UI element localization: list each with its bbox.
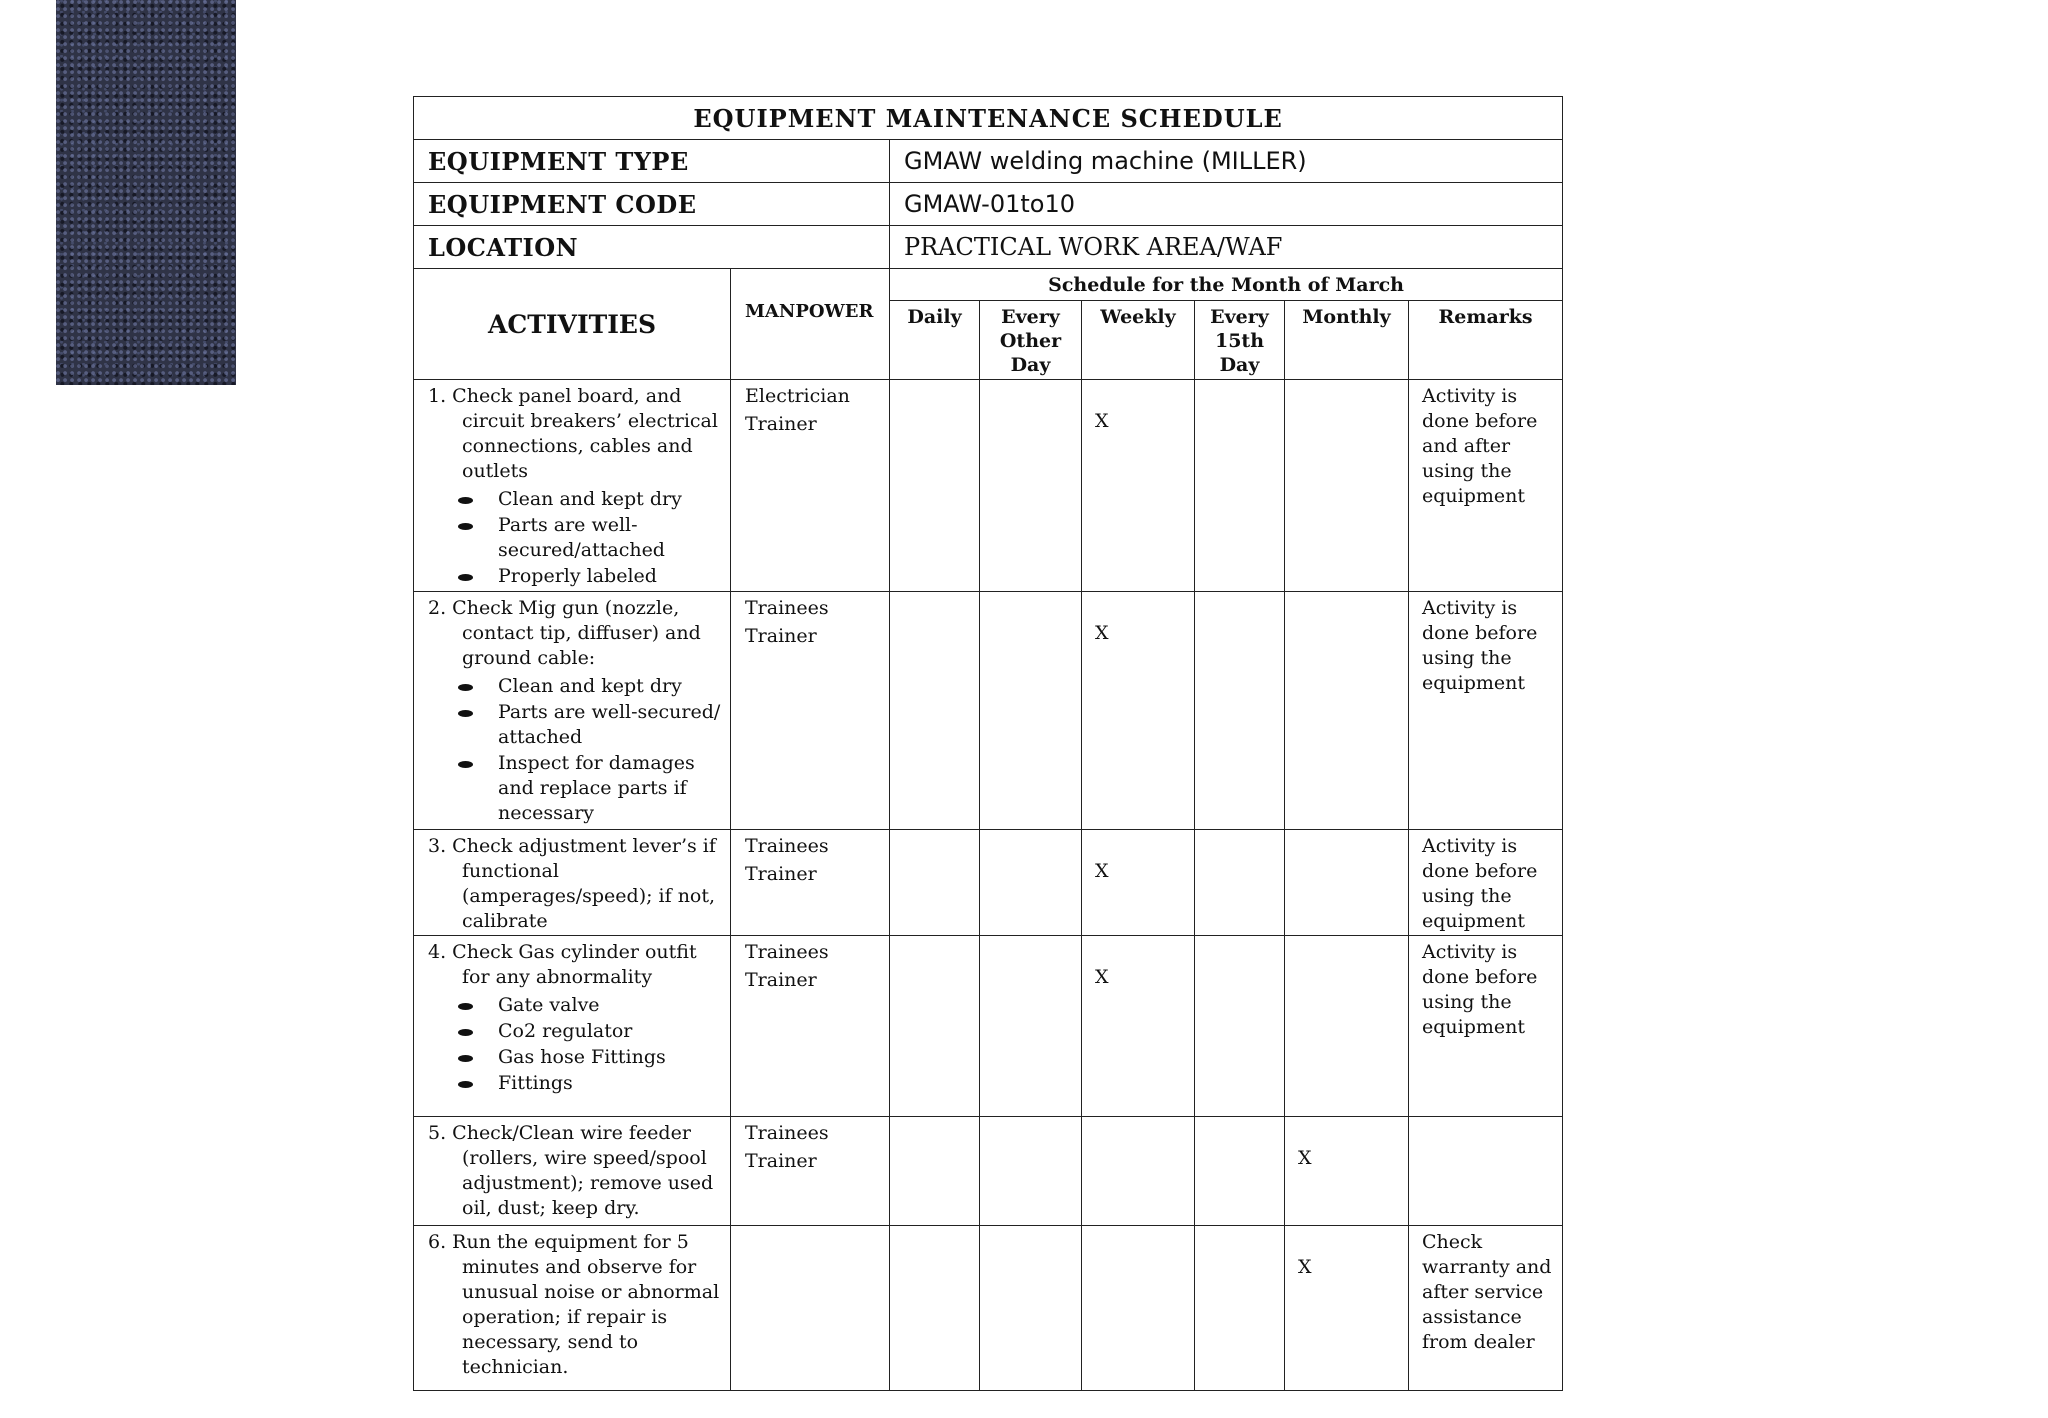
frequency-cell	[980, 1226, 1082, 1391]
remarks-cell: Activity is done before using the equipment	[1409, 830, 1563, 936]
frequency-cell	[1195, 1117, 1285, 1226]
equipment-type-label: EQUIPMENT TYPE	[414, 140, 890, 183]
bullet-text: Parts are well-secured/attached	[498, 514, 665, 561]
bullet-text: Clean and kept dry	[498, 675, 682, 697]
frequency-cell	[980, 380, 1082, 592]
schedule-mark: X	[1298, 1256, 1312, 1278]
activity-cell	[414, 936, 731, 1117]
frequency-cell	[1082, 1117, 1195, 1226]
list-item	[428, 564, 722, 589]
frequency-cell	[980, 830, 1082, 936]
manpower-header: MANPOWER	[731, 269, 890, 380]
activity-text: 6. Run the equipment for 5 minutes and observe for unusual noise or abnormal operation; if repair is necessary, send to technician.	[428, 1231, 720, 1378]
activity-cell	[414, 380, 731, 592]
table-row	[414, 936, 1563, 1117]
list-item	[428, 513, 722, 563]
schedule-mark: X	[1095, 410, 1109, 432]
frequency-cell	[1285, 1226, 1409, 1391]
manpower-cell	[731, 1117, 890, 1226]
list-item	[428, 1019, 722, 1044]
location-label: LOCATION	[414, 226, 890, 269]
manpower-cell	[731, 592, 890, 830]
list-item	[428, 674, 722, 699]
activity-bullet-list	[428, 674, 722, 826]
bullet-text: Fittings	[498, 1072, 573, 1094]
activities-header: ACTIVITIES	[414, 269, 731, 380]
bullet-text: Properly labeled	[498, 565, 657, 587]
location-value: PRACTICAL WORK AREA/WAF	[890, 226, 1563, 269]
bullet-icon	[458, 523, 473, 530]
manpower-role: Trainees	[745, 1122, 829, 1144]
list-item	[428, 487, 722, 512]
every-other-day-header: Every Other Day	[980, 301, 1082, 380]
bullet-icon	[458, 1055, 473, 1062]
frequency-cell	[1195, 592, 1285, 830]
remarks-cell: Check warranty and after service assistance from dealer	[1409, 1226, 1563, 1391]
bullet-icon	[458, 1081, 473, 1088]
bullet-icon	[458, 1029, 473, 1036]
frequency-cell	[1195, 1226, 1285, 1391]
activity-bullet-list	[428, 487, 722, 589]
schedule-mark: X	[1095, 860, 1109, 882]
bullet-icon	[458, 710, 473, 717]
list-item	[428, 1071, 722, 1096]
bullet-text: Co2 regulator	[498, 1020, 633, 1042]
frequency-cell	[890, 592, 980, 830]
manpower-role: Electrician	[745, 385, 850, 407]
bullet-text: Gas hose Fittings	[498, 1046, 666, 1068]
frequency-cell	[1195, 380, 1285, 592]
remarks-cell	[1409, 1117, 1563, 1226]
activity-bullet-list	[428, 993, 722, 1096]
bullet-icon	[458, 761, 473, 768]
frequency-cell	[1195, 936, 1285, 1117]
bullet-text: Inspect for damages and replace parts if necessary	[498, 752, 695, 824]
schedule-mark: X	[1095, 966, 1109, 988]
bullet-text: Clean and kept dry	[498, 488, 682, 510]
remarks-cell: Activity is done before using the equipment	[1409, 936, 1563, 1117]
frequency-cell	[890, 1226, 980, 1391]
manpower-role: Trainer	[745, 625, 817, 647]
activity-text: 5. Check/Clean wire feeder (rollers, wire speed/spool adjustment); remove used oil, dust; keep dry.	[428, 1122, 714, 1219]
manpower-cell	[731, 830, 890, 936]
manpower-role: Trainer	[745, 863, 817, 885]
manpower-cell	[731, 380, 890, 592]
bullet-icon	[458, 1003, 473, 1010]
every-15th-day-header: Every 15th Day	[1195, 301, 1285, 380]
bullet-icon	[458, 574, 473, 581]
frequency-cell	[890, 830, 980, 936]
list-item	[428, 993, 722, 1018]
activity-text: 3. Check adjustment lever’s if functional (amperages/speed); if not, calibrate	[428, 835, 716, 932]
frequency-cell	[980, 1117, 1082, 1226]
table-row	[414, 1117, 1563, 1226]
activity-cell	[414, 830, 731, 936]
remarks-cell: Activity is done before and after using the equipment	[1409, 380, 1563, 592]
frequency-cell	[1285, 380, 1409, 592]
frequency-cell	[1285, 1117, 1409, 1226]
schedule-month-header: Schedule for the Month of March	[890, 269, 1563, 301]
frequency-cell	[890, 380, 980, 592]
equipment-code-value: GMAW-01to10	[890, 183, 1563, 226]
schedule-mark: X	[1298, 1147, 1312, 1169]
activity-text: 2. Check Mig gun (nozzle, contact tip, diffuser) and ground cable:	[428, 597, 701, 669]
bullet-icon	[458, 684, 473, 691]
bullet-icon	[458, 497, 473, 504]
frequency-cell	[1082, 830, 1195, 936]
weekly-header: Weekly	[1082, 301, 1195, 380]
frequency-cell	[980, 936, 1082, 1117]
frequency-cell	[890, 936, 980, 1117]
frequency-cell	[980, 592, 1082, 830]
schedule-title: EQUIPMENT MAINTENANCE SCHEDULE	[414, 97, 1563, 140]
equipment-type-value: GMAW welding machine (MILLER)	[890, 140, 1563, 183]
frequency-cell	[1195, 830, 1285, 936]
manpower-role: Trainees	[745, 835, 829, 857]
manpower-role: Trainees	[745, 941, 829, 963]
table-row	[414, 830, 1563, 936]
manpower-role: Trainees	[745, 597, 829, 619]
frequency-cell	[890, 1117, 980, 1226]
manpower-cell	[731, 936, 890, 1117]
frequency-cell	[1082, 1226, 1195, 1391]
activity-cell	[414, 1117, 731, 1226]
bullet-text: Parts are well-secured/ attached	[498, 701, 721, 748]
table-row	[414, 380, 1563, 592]
manpower-role: Trainer	[745, 969, 817, 991]
manpower-role: Trainer	[745, 413, 817, 435]
manpower-role: Trainer	[745, 1150, 817, 1172]
activity-cell	[414, 592, 731, 830]
table-row	[414, 1226, 1563, 1391]
frequency-cell	[1082, 936, 1195, 1117]
decorative-pattern-panel	[56, 0, 236, 385]
list-item	[428, 751, 722, 826]
frequency-cell	[1082, 592, 1195, 830]
table-row	[414, 592, 1563, 830]
schedule-mark: X	[1095, 622, 1109, 644]
remarks-cell: Activity is done before using the equipment	[1409, 592, 1563, 830]
daily-header: Daily	[890, 301, 980, 380]
list-item	[428, 700, 722, 750]
remarks-header: Remarks	[1409, 301, 1563, 380]
manpower-cell	[731, 1226, 890, 1391]
activity-cell	[414, 1226, 731, 1391]
frequency-cell	[1082, 380, 1195, 592]
bullet-text: Gate valve	[498, 994, 600, 1016]
frequency-cell	[1285, 592, 1409, 830]
equipment-code-label: EQUIPMENT CODE	[414, 183, 890, 226]
frequency-cell	[1285, 830, 1409, 936]
activity-text: 4. Check Gas cylinder outfit for any abnormality	[428, 941, 697, 988]
monthly-header: Monthly	[1285, 301, 1409, 380]
list-item	[428, 1045, 722, 1070]
activity-text: 1. Check panel board, and circuit breakers’ electrical connections, cables and outlets	[428, 385, 718, 482]
frequency-cell	[1285, 936, 1409, 1117]
maintenance-schedule-table	[413, 96, 1563, 1391]
